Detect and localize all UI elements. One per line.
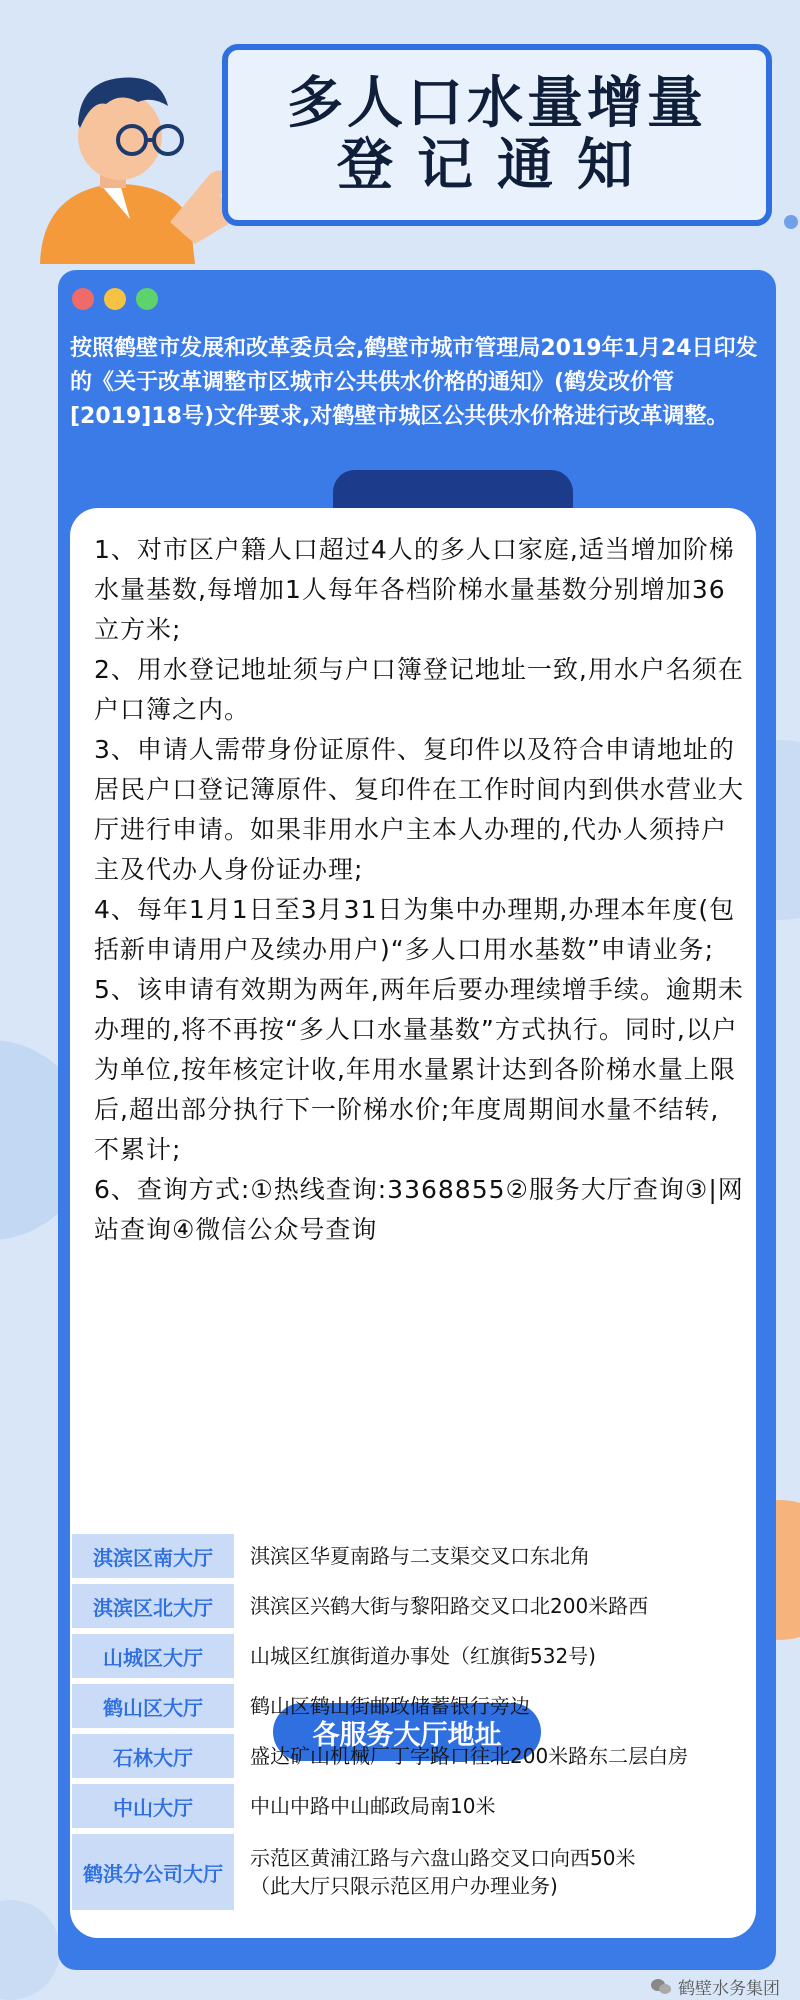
hall-address-text: 鹤山区鹤山街邮政储蓄银行旁边: [250, 1694, 530, 1718]
hall-name: 鹤淇分公司大厅: [72, 1834, 234, 1910]
table-row: [72, 1784, 768, 1828]
table-row: [72, 1734, 768, 1778]
address-section-title: 各服务大厅地址: [273, 1703, 541, 1761]
hall-address: [234, 1684, 768, 1728]
hall-address-text: 示范区黄浦江路与六盘山路交叉口向西50米: [250, 1846, 636, 1870]
hall-address: [234, 1834, 768, 1910]
rule-item: 4、每年1月1日至3月31日为集中办理期,办理本年度(包括新申请用户及续办用户)“多人口用水基数”申请业务;: [94, 895, 736, 964]
wechat-icon: [650, 1978, 672, 1996]
hall-name: 淇滨区南大厅: [72, 1534, 234, 1578]
table-row: [72, 1584, 768, 1628]
hall-address: [234, 1634, 768, 1678]
rule-item: 5、该申请有效期为两年,两年后要办理续增手续。逾期未办理的,将不再按“多人口水量基数”方式执行。同时,以户为单位,按年核定计收,年用水量累计达到各阶梯水量上限后,超出部分执行下一阶梯水价;年度周期间水量不结转,不累计;: [94, 975, 744, 1164]
hall-address: [234, 1784, 768, 1828]
table-row: [72, 1684, 768, 1728]
hall-address-text: 淇滨区兴鹤大街与黎阳路交叉口北200米路西: [250, 1594, 649, 1618]
wechat-watermark: [650, 1974, 780, 1999]
hall-address: [234, 1584, 768, 1628]
hall-address-text: 山城区红旗街道办事处（红旗街532号): [250, 1644, 596, 1668]
rules-list: [94, 530, 744, 1250]
rule-item: 1、对市区户籍人口超过4人的多人口家庭,适当增加阶梯水量基数,每增加1人每年各档阶梯水量基数分别增加36立方米;: [94, 535, 735, 644]
hall-address-text: 盛达矿山机械厂丁字路口往北200米路东二层白房: [250, 1744, 689, 1768]
decorative-circle: [0, 1900, 60, 2000]
window-dots: [72, 288, 158, 310]
yellow-dot-icon: [104, 288, 126, 310]
rule-item: 2、用水登记地址须与户口簿登记地址一致,用水户名须在户口簿之内。: [94, 655, 744, 724]
page-title-line-1: 多人口水量增量: [287, 71, 707, 137]
decorative-dot: [784, 215, 798, 229]
hall-name: 山城区大厅: [72, 1634, 234, 1678]
hall-name: 淇滨区北大厅: [72, 1584, 234, 1628]
rule-item: 6、查询方式:①热线查询:3368855②服务大厅查询③|网站查询④微信公众号查询: [94, 1175, 744, 1244]
hall-address-text: 淇滨区华夏南路与二支渠交叉口东北角: [250, 1544, 590, 1568]
hall-address-text: 中山中路中山邮政局南10米: [250, 1794, 496, 1818]
hall-name: 鹤山区大厅: [72, 1684, 234, 1728]
hall-address-table: [72, 1534, 768, 1916]
hall-address: [234, 1734, 768, 1778]
red-dot-icon: [72, 288, 94, 310]
table-row: [72, 1534, 768, 1578]
hall-name: 中山大厅: [72, 1784, 234, 1828]
watermark-text: 鹤壁水务集团: [678, 1979, 780, 1999]
intro-paragraph: 按照鹤壁市发展和改革委员会,鹤壁市城市管理局2019年1月24日印发的《关于改革调整市区城市公共供水价格的通知》(鹤发改价管[2019]18号)文件要求,对鹤壁市城区公共供水价格进行改革调整。: [70, 336, 758, 429]
table-row: [72, 1834, 768, 1910]
hall-name: 石林大厅: [72, 1734, 234, 1778]
cartoon-man-illustration: [20, 44, 250, 264]
title-banner: [222, 44, 772, 226]
rule-item: 3、申请人需带身份证原件、复印件以及符合申请地址的居民户口登记簿原件、复印件在工作时间内到供水营业大厅进行申请。如果非用水户主本人办理的,代办人须持户主及代办人身份证办理;: [94, 735, 745, 884]
hall-address-note: （此大厅只限示范区用户办理业务): [250, 1874, 558, 1898]
table-row: [72, 1634, 768, 1678]
green-dot-icon: [136, 288, 158, 310]
hall-address: [234, 1534, 768, 1578]
page-title-line-2: 登记通知: [337, 133, 657, 198]
